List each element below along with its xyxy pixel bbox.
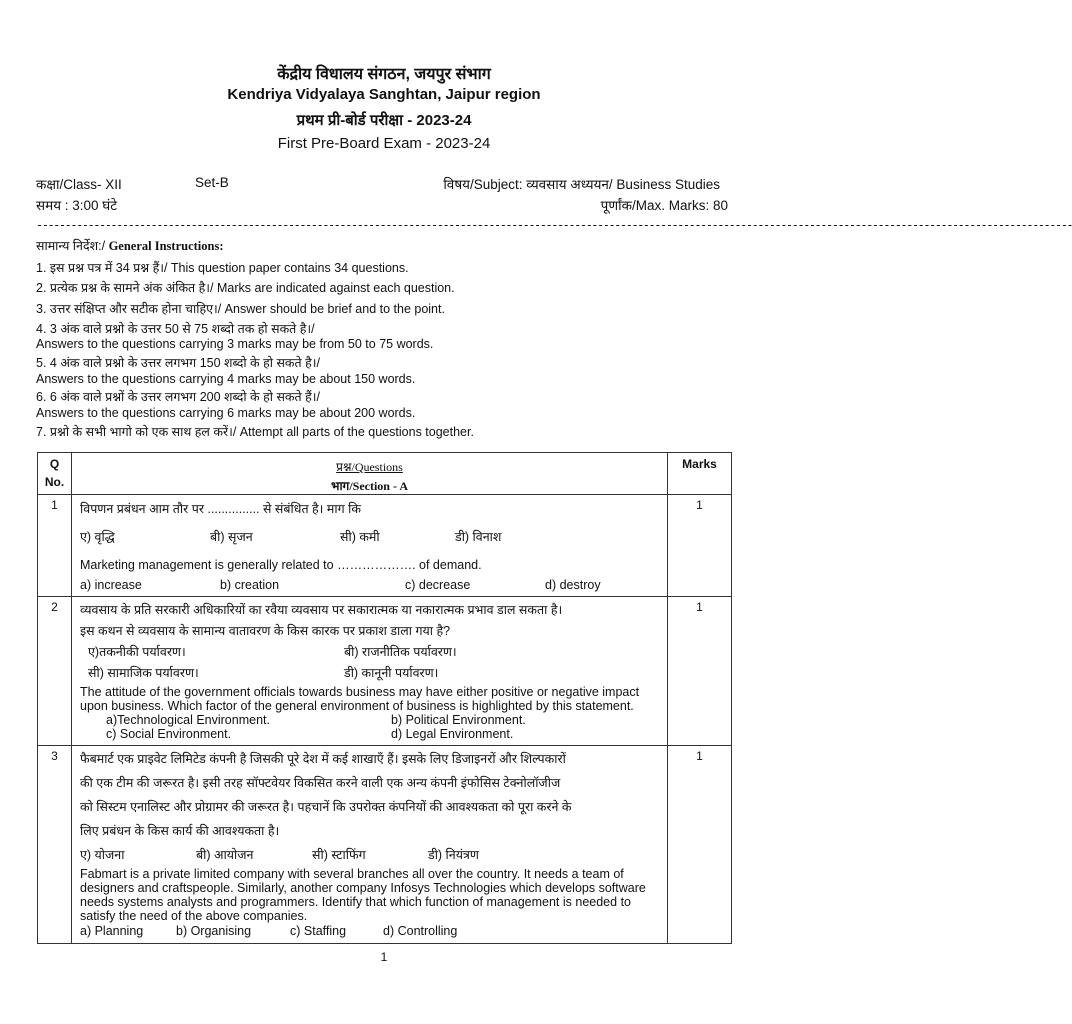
option: सी) स्टाफिंग xyxy=(312,848,366,862)
table-row xyxy=(38,597,732,746)
question-marks: 1 xyxy=(668,495,732,597)
max-marks-label: पूर्णांक/Max. Marks: 80 xyxy=(600,198,728,213)
options-hindi xyxy=(80,528,659,545)
instruction-line: Answers to the questions carrying 6 marks may be about 200 words. xyxy=(36,406,416,420)
option: d) Legal Environment. xyxy=(391,727,514,741)
q-header: Q xyxy=(49,457,60,471)
option: a)Technological Environment. xyxy=(106,713,270,727)
option: a) increase xyxy=(80,578,142,592)
options-hindi xyxy=(80,846,659,863)
set-label: Set-B xyxy=(195,175,229,190)
exam-title-english: First Pre-Board Exam - 2023-24 xyxy=(277,135,491,152)
question-text-hindi: विपणन प्रबंधन आम तौर पर ............... से संबंधित है। माग कि xyxy=(80,502,361,516)
option: c) Social Environment. xyxy=(106,727,232,741)
table-row xyxy=(38,495,732,597)
question-number: 1 xyxy=(38,495,72,597)
instructions-title xyxy=(36,237,224,254)
question-text-hindi: की एक टीम की जरूरत है। इसी तरह सॉफ्टवेयर विकसित करने वाली एक अन्य कंपनी इंफोसिस टेक्नोलॉजीज xyxy=(80,776,561,790)
instruction-line: 7. प्रश्नो के सभी भागो को एक साथ हल करें।/ Attempt all parts of the questions together. xyxy=(36,425,474,439)
option: सी) कमी xyxy=(340,530,380,544)
options-hindi xyxy=(80,643,659,660)
option: डी) कानूनी पर्यावरण। xyxy=(344,666,439,680)
instruction-line: 3. उत्तर संक्षिप्त और सटीक होना चाहिए।/ Answer should be brief and to the point. xyxy=(36,302,445,316)
option: डी) विनाश xyxy=(455,530,502,544)
option: c) Staffing xyxy=(290,924,347,938)
question-marks: 1 xyxy=(668,746,732,944)
options-english xyxy=(80,578,659,592)
option: c) decrease xyxy=(405,578,471,592)
question-number: 2 xyxy=(38,597,72,746)
option: ए) वृद्धि xyxy=(80,530,115,544)
question-text-english: Fabmart is a private limited company with several branches all over the country. It needs a team of xyxy=(80,867,624,881)
question-body xyxy=(72,495,668,597)
instruction-line: 5. 4 अंक वाले प्रश्नो के उत्तर लगभग 150 शब्दो के हो सकते है।/ xyxy=(36,356,320,370)
marks-header: Marks xyxy=(668,453,732,495)
option: b) Political Environment. xyxy=(391,713,526,727)
options-english xyxy=(80,727,659,741)
question-text-hindi: फैबमार्ट एक प्राइवेट लिमिटेड कंपनी है जिसकी पूरे देश में कई शाखाएँ हैं। इसके लिए डिजाइनरों और शिल्पकारों xyxy=(80,752,566,766)
option: d) destroy xyxy=(545,578,601,592)
question-text-english: satisfy the need of the above companies. xyxy=(80,909,308,923)
question-text-english: The attitude of the government officials towards business may have either positive or negative impact xyxy=(80,685,640,699)
instruction-line: Answers to the questions carrying 4 marks may be about 150 words. xyxy=(36,372,416,386)
question-body xyxy=(72,746,668,944)
time-label: समय : 3:00 घंटे xyxy=(36,198,118,213)
options-hindi xyxy=(80,664,659,681)
question-text-hindi: को सिस्टम एनालिस्ट और प्रोग्रामर की जरूरत है। पहचानें कि उपरोक्त कंपनियों की आवश्यकता को पूरा करने के xyxy=(80,800,572,814)
no-header: No. xyxy=(44,475,65,489)
table-header-row xyxy=(38,453,732,495)
exam-title-hindi: प्रथम प्री-बोर्ड परीक्षा - 2023-24 xyxy=(296,112,472,129)
question-text-english: designers and craftspeople. Similarly, another company Infosys Technologies which develops software xyxy=(80,881,646,895)
option: d) Controlling xyxy=(383,924,458,938)
question-number: 3 xyxy=(38,746,72,944)
org-title-english: Kendriya Vidyalaya Sanghtan, Jaipur region xyxy=(227,86,541,103)
q-no-header xyxy=(38,453,72,495)
option: बी) आयोजन xyxy=(196,848,254,862)
instruction-line: 6. 6 अंक वाले प्रश्नों के उत्तर लगभग 200 शब्दो के हो सकते हैं।/ xyxy=(36,390,320,404)
option: b) creation xyxy=(220,578,280,592)
question-body xyxy=(72,597,668,746)
divider-line: ------------------------------------------------------------------------------------------------------------------------------------------------------------------------------------- xyxy=(36,218,1072,232)
instruction-line: 4. 3 अंक वाले प्रश्नो के उत्तर 50 से 75 शब्दो तक हो सकते है।/ xyxy=(36,322,315,336)
option: सी) सामाजिक पर्यावरण। xyxy=(88,666,199,680)
questions-table xyxy=(37,452,732,944)
questions-header xyxy=(72,453,668,495)
option: बी) सृजन xyxy=(210,530,253,544)
org-title-hindi: केंद्रीय विधालय संगठन, जयपुर संभाग xyxy=(277,66,491,83)
question-text-hindi: इस कथन से व्यवसाय के सामान्य वातावरण के किस कारक पर प्रकाश डाला गया है? xyxy=(80,624,451,638)
question-marks: 1 xyxy=(668,597,732,746)
option: ए)तकनीकी पर्यावरण। xyxy=(88,645,186,659)
instructions-title-english: General Instructions: xyxy=(108,239,224,253)
class-label: कक्षा/Class- XII xyxy=(36,177,122,192)
option: ए) योजना xyxy=(80,848,125,862)
instruction-line: Answers to the questions carrying 3 marks may be from 50 to 75 words. xyxy=(36,337,434,351)
instruction-line: 1. इस प्रश्न पत्र में 34 प्रश्न हैं।/ This question paper contains 34 questions. xyxy=(36,261,409,275)
question-text-english: Marketing management is generally related to ………………. of demand. xyxy=(80,558,482,572)
instruction-line: 2. प्रत्येक प्रश्न के सामने अंक अंकित है।/ Marks are indicated against each question. xyxy=(36,281,455,295)
options-english xyxy=(80,923,659,939)
table-row xyxy=(38,746,732,944)
subject-label: विषय/Subject: व्यवसाय अध्ययन/ Business Studies xyxy=(443,177,720,192)
page-number: 1 xyxy=(380,950,388,964)
question-text-hindi: व्यवसाय के प्रति सरकारी अधिकारियों का रवैया व्यवसाय पर सकारात्मक या नकारात्मक प्रभाव डाल सकता है। xyxy=(80,603,563,617)
option: b) Organising xyxy=(176,924,252,938)
question-text-english: upon business. Which factor of the general environment of business is highlighted by this statement. xyxy=(80,699,634,713)
option: डी) नियंत्रण xyxy=(428,848,479,862)
instructions-title-hindi: सामान्य निर्देश:/ xyxy=(36,239,106,253)
option: a) Planning xyxy=(80,924,144,938)
option: बी) राजनीतिक पर्यावरण। xyxy=(344,645,457,659)
section-header-label: भाग/Section - A xyxy=(331,479,408,493)
question-text-english: needs systems analysts and programmers. Identify that which function of management is needed to xyxy=(80,895,631,909)
questions-header-label: प्रश्न/Questions xyxy=(336,460,403,474)
options-english xyxy=(80,713,659,727)
question-text-hindi: लिए प्रबंधन के किस कार्य की आवश्यकता है। xyxy=(80,824,280,838)
